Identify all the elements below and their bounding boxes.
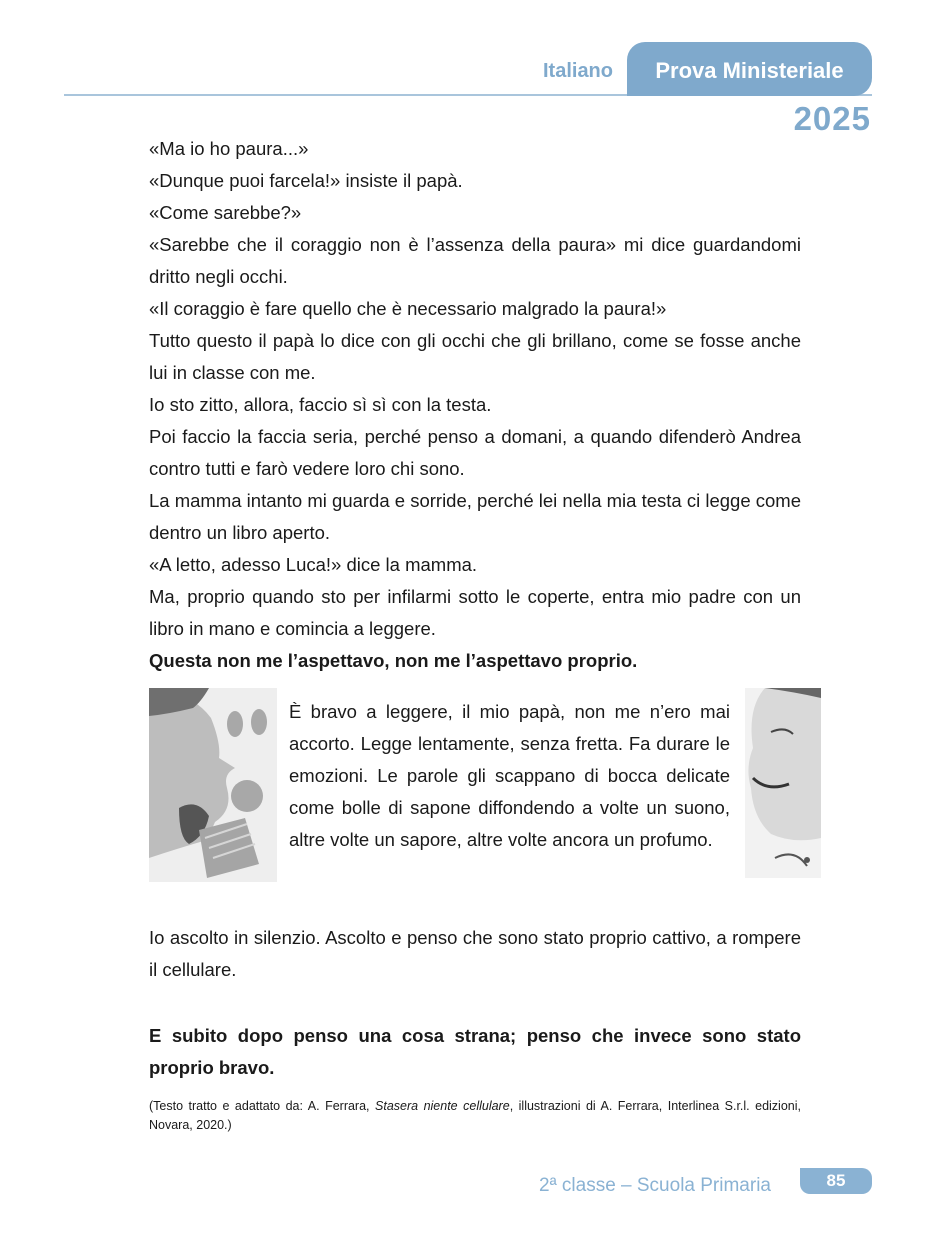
credit-prefix: (Testo tratto e adattato da: A. Ferrara, [149,1099,376,1113]
story-line: «Dunque puoi farcela!» insiste il papà. [149,170,463,191]
source-credit [149,1097,801,1135]
story-line: Poi faccio la faccia seria, perché penso a domani, a quando difenderò Andrea contro tutti e farò vedere loro chi sono. [149,426,801,479]
credit-suffix: , illustrazioni di A. Ferrara, Interlinea S.r.l. edizioni, Novara, 2020.) [149,1099,801,1132]
father-reading-illustration [149,688,277,882]
story-line: «Il coraggio è fare quello che è necessario malgrado la paura!» [149,298,667,319]
closing-text [149,922,801,1084]
story-line: «A letto, adesso Luca!» dice la mamma. [149,554,478,575]
page-number: 85 [800,1168,872,1194]
credit-book-title: Stasera niente cellulare [375,1099,510,1113]
after-paragraph: Io ascolto in silenzio. Ascolto e penso che sono stato proprio cattivo, a rompere il cellulare. [149,927,801,980]
story-line: «Sarebbe che il coraggio non è l’assenza della paura» mi dice guardandomi dritto negli occhi. [149,234,801,287]
story-line: Ma, proprio quando sto per infilarmi sotto le coperte, entra mio padre con un libro in mano e comincia a leggere. [149,586,801,639]
story-line: Io sto zitto, allora, faccio sì sì con la testa. [149,394,492,415]
story-bold-line: Questa non me l’aspettavo, non me l’aspettavo proprio. [149,650,638,671]
illustrated-paragraph: È bravo a leggere, il mio papà, non me n’ero mai accorto. Legge lentamente, senza fretta. Fa durare le emozioni. Le parole gli scappano di bocca delicate come bolle di sapone diffondendo a volte un suono, altre volte un sapore, altre volte ancora un profumo. [289,701,730,850]
story-line: «Ma io ho paura...» [149,138,309,159]
subject-label: Italiano [542,60,613,82]
story-text [149,133,801,677]
story-line: «Come sarebbe?» [149,202,302,223]
final-bold-paragraph: E subito dopo penso una cosa strana; penso che invece sono stato proprio bravo. [149,1025,801,1078]
story-line: Tutto questo il papà lo dice con gli occhi che gli brillano, come se fosse anche lui in classe con me. [149,330,801,383]
child-smiling-illustration [745,688,821,878]
exam-year: 2025 [793,100,871,137]
illustrated-section [149,688,821,898]
story-line: La mamma intanto mi guarda e sorride, perché lei nella mia testa ci legge come dentro un libro aperto. [149,490,801,543]
exam-tab: Prova Ministeriale [627,42,872,96]
footer-class-label: 2ª classe – Scuola Primaria [539,1175,771,1196]
